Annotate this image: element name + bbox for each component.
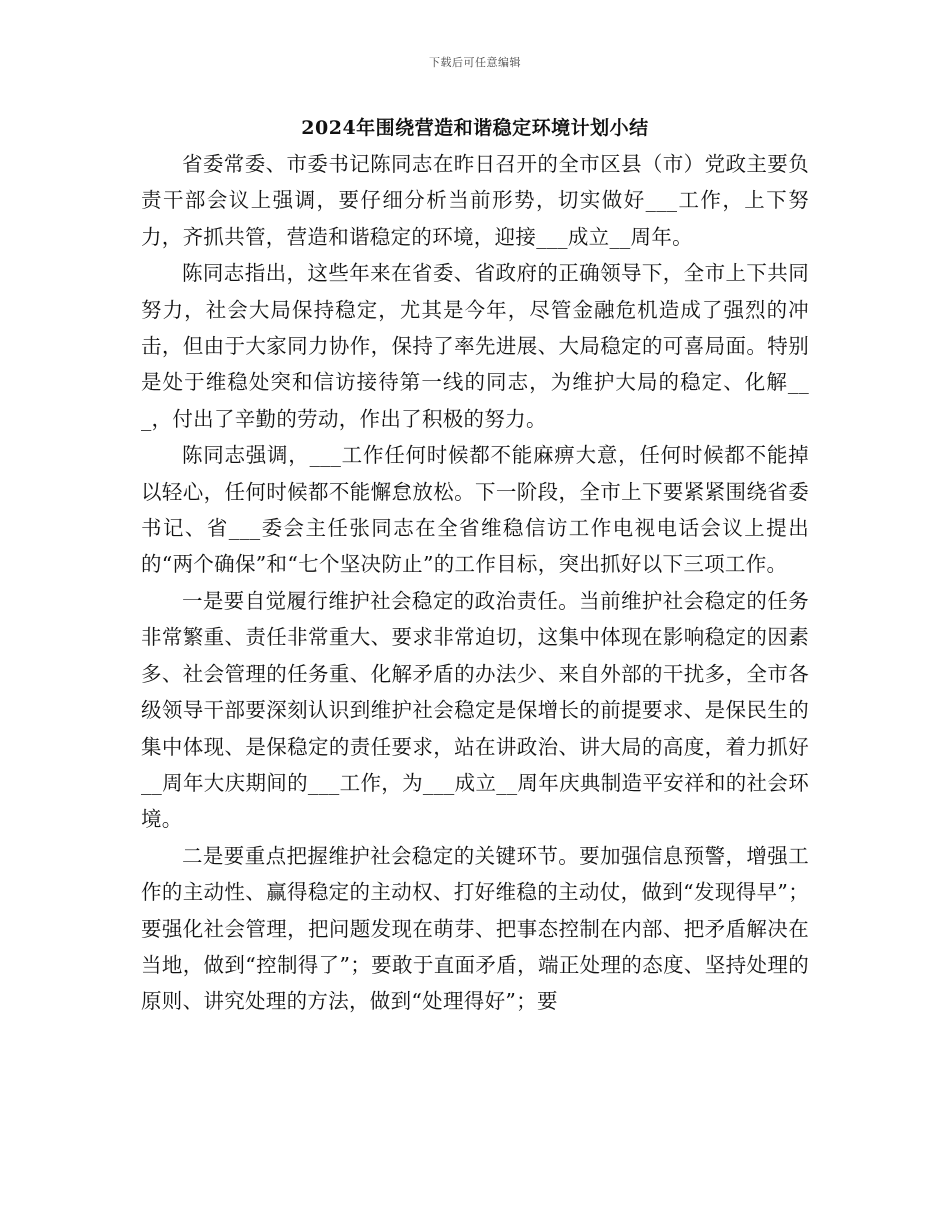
paragraph-2: 陈同志指出，这些年来在省委、省政府的正确领导下，全市上下共同努力，社会大局保持稳定，尤其是今年，尽管金融危机造成了强烈的冲击，但由于大家同力协作，保持了率先进展、大局稳定的可喜局面。特别是处于维稳处突和信访接待第一线的同志，为维护大局的稳定、化解___，付出了辛勤的劳动，作出了积极的努力。: [141, 261, 809, 431]
document-body: [141, 146, 809, 1020]
document-title: 2024年围绕营造和谐稳定环境计划小结: [301, 117, 649, 139]
paragraph-1: 省委常委、市委书记陈同志在昨日召开的全市区县（市）党政主要负责干部会议上强调，要仔细分析当前形势，切实做好___工作，上下努力，齐抓共管，营造和谐稳定的环境，迎接___成立__周年。: [141, 152, 809, 249]
header-note: 下载后可任意编辑: [429, 56, 521, 69]
paragraph-5: 二是要重点把握维护社会稳定的关键环节。要加强信息预警，增强工作的主动性、赢得稳定的主动权、打好维稳的主动仗，做到“发现得早”；要强化社会管理，把问题发现在萌芽、把事态控制在内部、把矛盾解决在当地，做到“控制得了”；要敢于直面矛盾，端正处理的态度、坚持处理的原则、讲究处理的方法，做到“处理得好”；要: [141, 843, 809, 1014]
paragraph-3: 陈同志强调，___工作任何时候都不能麻痹大意，任何时候都不能掉以轻心，任何时候都不能懈怠放松。下一阶段，全市上下要紧紧围绕省委书记、省___委会主任张同志在全省维稳信访工作电视电话会议上提出的“两个确保”和“七个坚决防止”的工作目标，突出抓好以下三项工作。: [141, 443, 809, 577]
paragraph-4: 一是要自觉履行维护社会稳定的政治责任。当前维护社会稳定的任务非常繁重、责任非常重大、要求非常迫切，这集中体现在影响稳定的因素多、社会管理的任务重、化解矛盾的办法少、来自外部的干扰多，全市各级领导干部要深刻认识到维护社会稳定是保增长的前提要求、是保民生的集中体现、是保稳定的责任要求，站在讲政治、讲大局的高度，着力抓好__周年大庆期间的___工作，为___成立__周年庆典制造平安祥和的社会环境。: [141, 588, 809, 832]
